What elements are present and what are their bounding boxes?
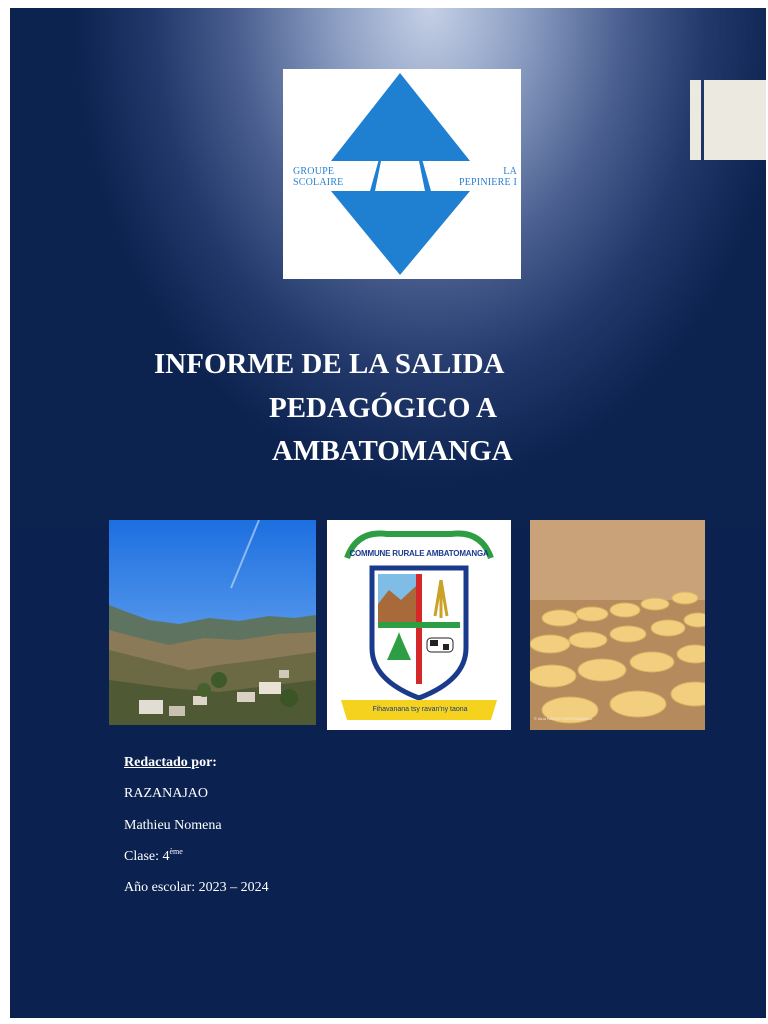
report-title-line-1: INFORME DE LA SALIDA	[154, 348, 505, 380]
class-level	[124, 848, 183, 866]
crest-motto: Fihavanana tsy ravan'ny taona	[372, 706, 468, 713]
class-label: Clase: 4	[124, 849, 170, 864]
logo-right-line-2: PEPINIERE I	[458, 177, 517, 188]
school-year: Año escolar: 2023 – 2024	[124, 880, 269, 895]
author-given-names: Mathieu Nomena	[124, 818, 222, 833]
cover-page	[10, 8, 766, 1018]
report-title-line-3: AMBATOMANGA	[272, 435, 513, 467]
author-label-rest: or:	[199, 755, 217, 770]
author-label	[124, 754, 217, 772]
edge-tab-box	[704, 80, 766, 160]
landscape-photo	[109, 520, 316, 725]
logo-right-text	[453, 166, 517, 188]
edge-tab-bar	[690, 80, 701, 160]
author-surname: RAZANAJAO	[124, 786, 208, 801]
commune-crest	[327, 520, 511, 730]
crest-title: COMMUNE RURALE AMBATOMANGA	[349, 549, 489, 558]
author-label-underlined: Redactado p	[124, 755, 200, 770]
cheese-caption: © Aina RAKOTONDRAMANANA	[534, 716, 593, 721]
class-superscript: ème	[169, 847, 183, 856]
logo-left-line-2: SCOLAIRE	[293, 177, 344, 188]
cheese-photo	[530, 520, 705, 730]
report-title-line-2: PEDAGÓGICO A	[269, 392, 497, 424]
logo-left-line-1: GROUPE	[293, 166, 335, 177]
school-logo	[283, 69, 521, 279]
logo-right-line-1: LA	[503, 166, 517, 177]
logo-left-text	[293, 166, 344, 188]
